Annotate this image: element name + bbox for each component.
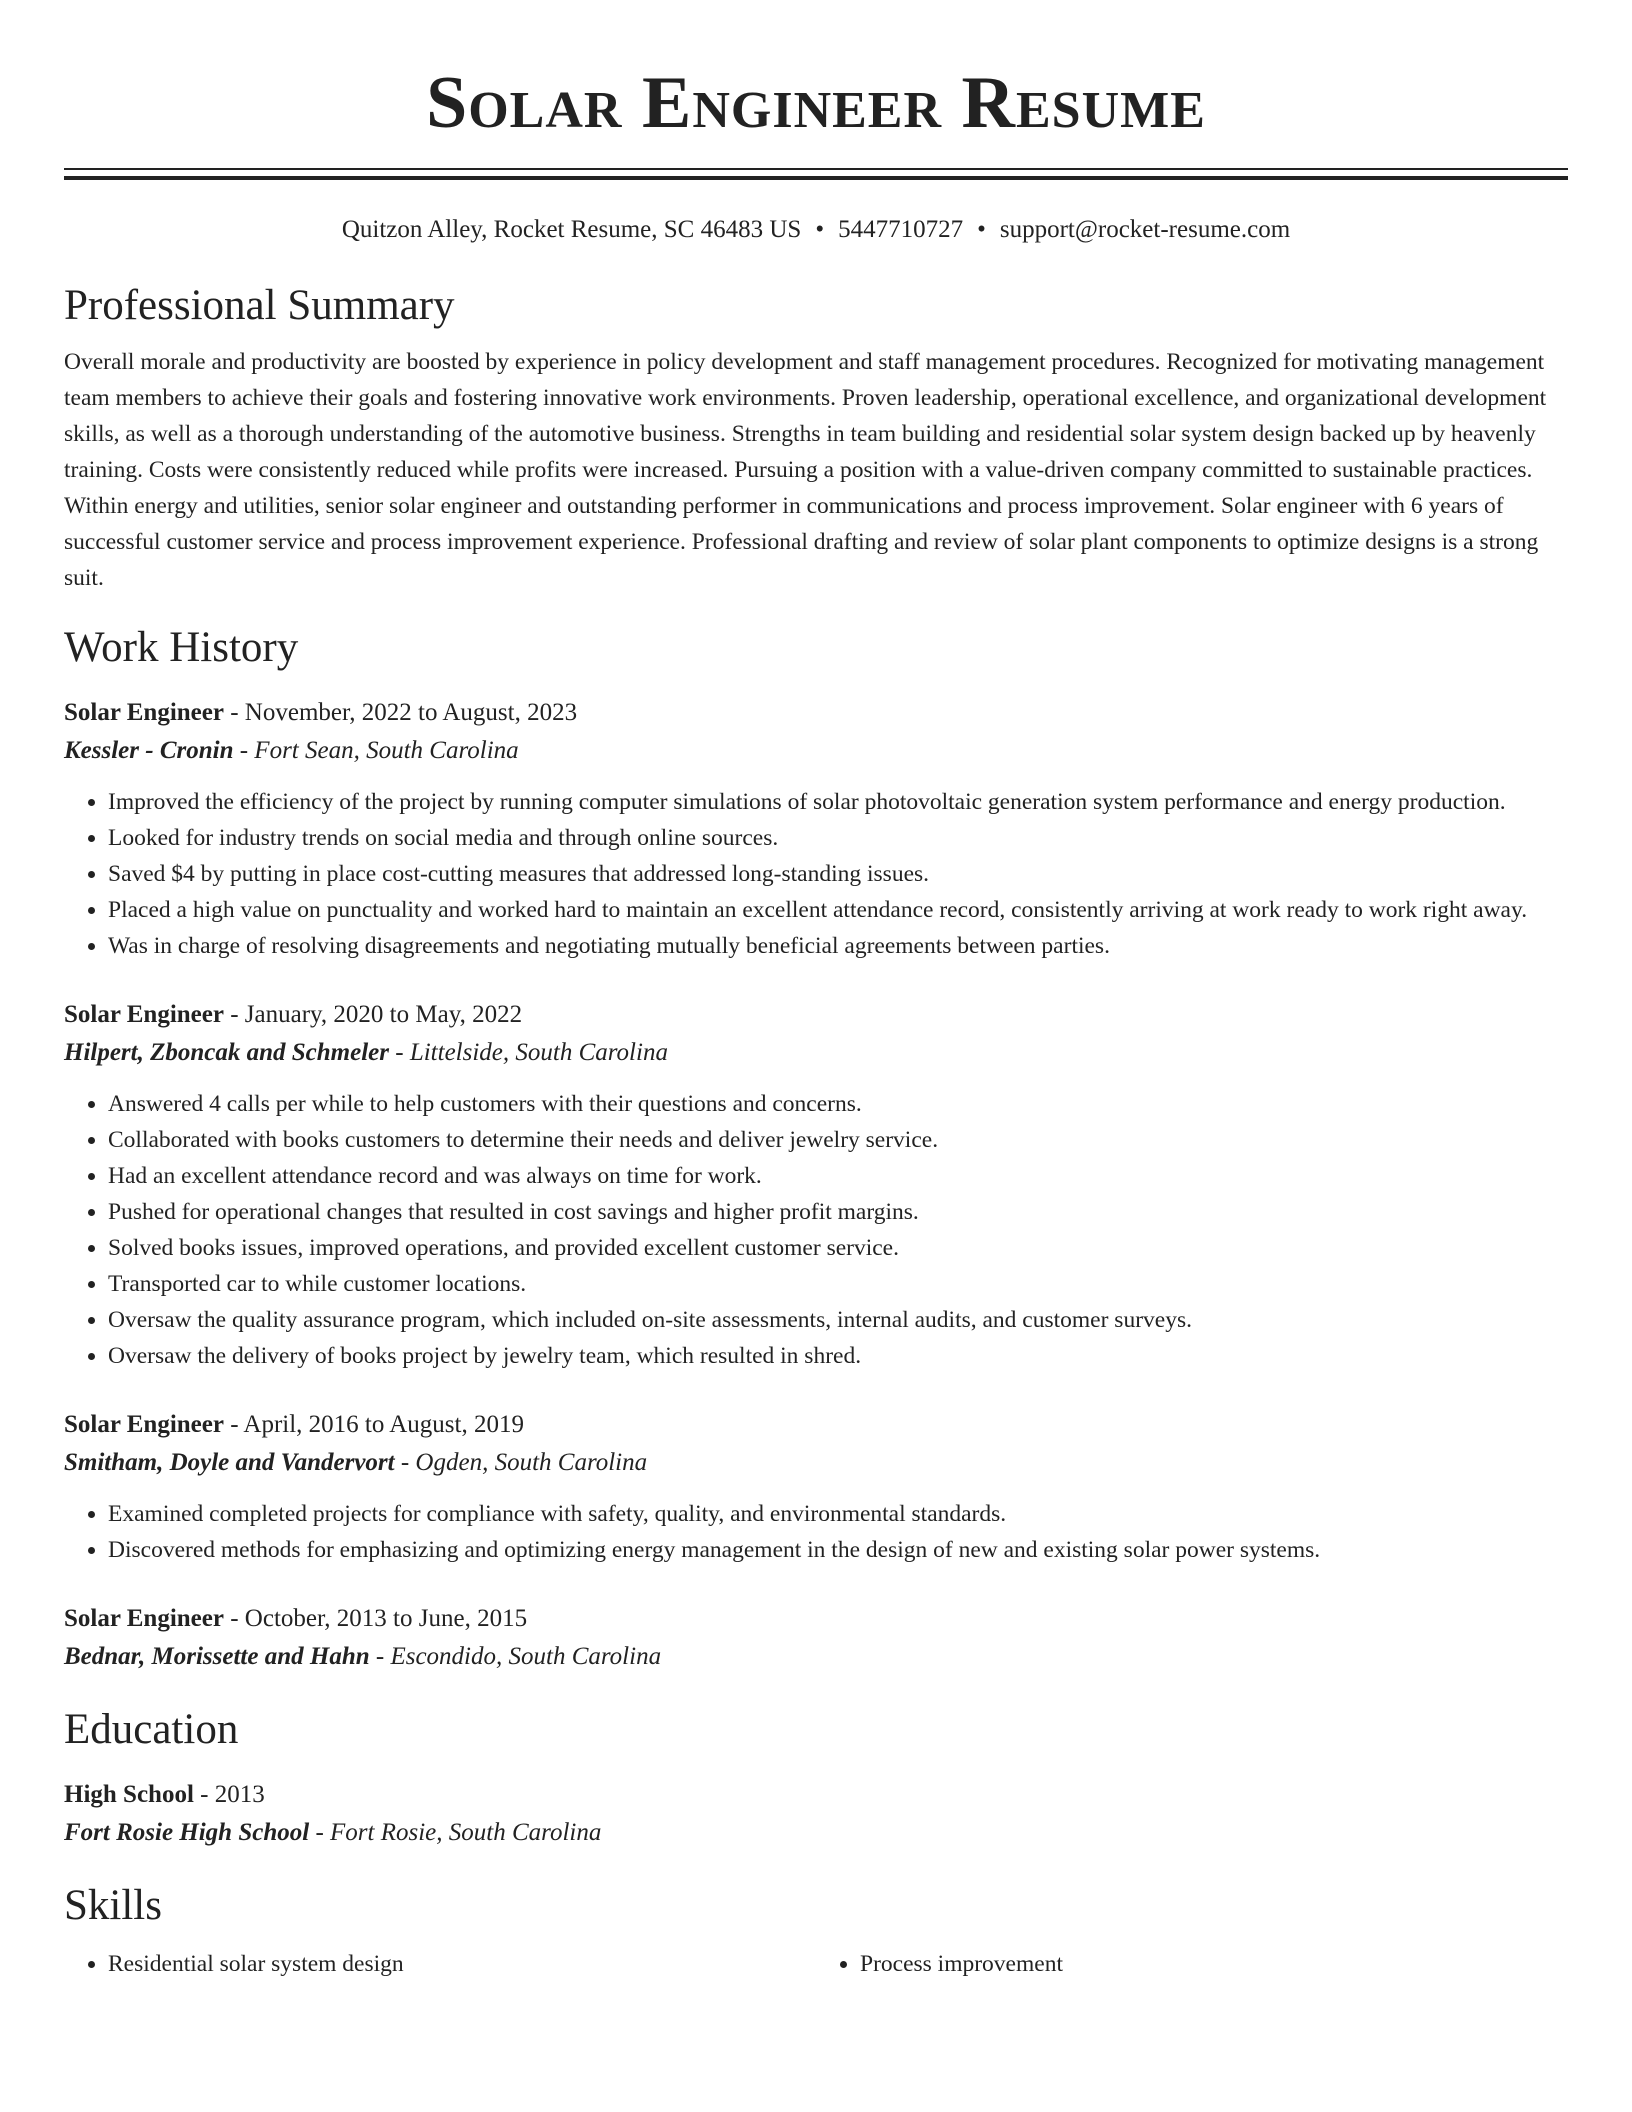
job-bullet: • Improved the efficiency of the project by running computer simulations of solar photovoltaic generation system performance and energy production. bbox=[108, 784, 1568, 820]
job-bullet: • Oversaw the delivery of books project by jewelry team, which resulted in shred. bbox=[108, 1338, 1568, 1374]
job-bullet: • Looked for industry trends on social media and through online sources. bbox=[108, 820, 1568, 856]
job-dates: - November, 2022 to August, 2023 bbox=[223, 699, 578, 726]
job-title: Solar Engineer bbox=[64, 1001, 224, 1028]
job-bullet: • Collaborated with books customers to determine their needs and deliver jewelry service. bbox=[108, 1122, 1568, 1158]
job-company: Kessler - Cronin bbox=[64, 737, 234, 764]
education-degree: High School bbox=[64, 1781, 194, 1808]
job-bullet: • Solved books issues, improved operations, and provided excellent customer service. bbox=[108, 1230, 1568, 1266]
job-title: Solar Engineer bbox=[64, 1605, 224, 1632]
job-entry bbox=[64, 694, 1568, 964]
job-company-line bbox=[64, 732, 1568, 770]
job-bullet: • Transported car to while customer locations. bbox=[108, 1266, 1568, 1302]
job-location: - Ogden, South Carolina bbox=[394, 1449, 648, 1476]
job-bullet: • Placed a high value on punctuality and worked hard to maintain an excellent attendance record, consistently arriving at work ready to work right away. bbox=[108, 892, 1568, 928]
resume-title: Solar Engineer Resume bbox=[426, 62, 1206, 144]
job-title-line bbox=[64, 1406, 1568, 1444]
job-dates: - October, 2013 to June, 2015 bbox=[223, 1605, 528, 1632]
job-location: - Fort Sean, South Carolina bbox=[233, 737, 519, 764]
job-bullet: • Answered 4 calls per while to help customers with their questions and concerns. bbox=[108, 1086, 1568, 1122]
contact-line bbox=[64, 214, 1568, 246]
job-title-line bbox=[64, 1600, 1568, 1638]
contact-email: support@rocket-resume.com bbox=[999, 216, 1291, 243]
education-entry bbox=[64, 1776, 1568, 1852]
job-bullet: • Was in charge of resolving disagreements and negotiating mutually beneficial agreements between parties. bbox=[108, 928, 1568, 964]
job-entry bbox=[64, 996, 1568, 1374]
work-history-heading: Work History bbox=[64, 624, 299, 671]
title-divider bbox=[64, 168, 1568, 180]
job-company: Smitham, Doyle and Vandervort bbox=[64, 1449, 395, 1476]
job-title-line bbox=[64, 996, 1568, 1034]
job-entry bbox=[64, 1406, 1568, 1568]
job-location: - Escondido, South Carolina bbox=[369, 1643, 662, 1670]
skills-column-left bbox=[64, 1946, 816, 1982]
job-location: - Littelside, South Carolina bbox=[389, 1039, 668, 1066]
job-company-line bbox=[64, 1034, 1568, 1072]
job-title: Solar Engineer bbox=[64, 1411, 224, 1438]
job-bullet: • Pushed for operational changes that resulted in cost savings and higher profit margins. bbox=[108, 1194, 1568, 1230]
job-bullet: • Saved $4 by putting in place cost-cutting measures that addressed long-standing issues. bbox=[108, 856, 1568, 892]
contact-separator: • bbox=[815, 216, 825, 243]
skills-heading: Skills bbox=[64, 1882, 162, 1929]
skills-column-right bbox=[816, 1946, 1568, 1982]
job-bullet: • Examined completed projects for compliance with safety, quality, and environmental standards. bbox=[108, 1496, 1568, 1532]
contact-separator: • bbox=[977, 216, 986, 243]
skill-item: • Residential solar system design bbox=[108, 1946, 816, 1982]
job-title-line bbox=[64, 694, 1568, 732]
summary-text: Overall morale and productivity are boosted by experience in policy development and staff management procedures. Recognized for motivating management team members to achieve their goals and fostering innovative work environments. Proven leadership, operational excellence, and organizational development skills, as well as a thorough understanding of the automotive business. Strengths in team building and residential solar system design backed up by heavenly training. Costs were consistently reduced while profits were increased. Pursuing a position with a value-driven company committed to sustainable practices. Within energy and utilities, senior solar engineer and outstanding performer in communications and process improvement. Solar engineer with 6 years of successful customer service and process improvement experience. Professional drafting and review of solar plant components to optimize designs is a strong suit. bbox=[64, 349, 1547, 591]
job-title: Solar Engineer bbox=[64, 699, 224, 726]
job-bullets bbox=[64, 784, 1568, 964]
skill-item: • Process improvement bbox=[860, 1946, 1568, 1982]
job-company: Bednar, Morissette and Hahn bbox=[64, 1643, 370, 1670]
job-bullet: • Discovered methods for emphasizing and optimizing energy management in the design of new and existing solar power systems. bbox=[108, 1532, 1568, 1568]
education-school: Fort Rosie High School bbox=[64, 1819, 310, 1846]
education-degree-line bbox=[64, 1776, 1568, 1814]
education-school-line bbox=[64, 1814, 1568, 1852]
job-company-line bbox=[64, 1444, 1568, 1482]
job-dates: - April, 2016 to August, 2019 bbox=[223, 1411, 524, 1438]
job-bullets bbox=[64, 1086, 1568, 1374]
job-dates: - January, 2020 to May, 2022 bbox=[223, 1001, 523, 1028]
job-company: Hilpert, Zboncak and Schmeler bbox=[64, 1039, 389, 1066]
education-location: - Fort Rosie, South Carolina bbox=[309, 1819, 602, 1846]
job-bullets bbox=[64, 1496, 1568, 1568]
contact-address: Quitzon Alley, Rocket Resume, SC 46483 US bbox=[341, 216, 802, 243]
job-company-line bbox=[64, 1638, 1568, 1676]
education-year: - 2013 bbox=[193, 1781, 265, 1808]
contact-phone: 5447710727 bbox=[838, 216, 964, 243]
job-bullet: • Had an excellent attendance record and was always on time for work. bbox=[108, 1158, 1568, 1194]
job-bullet: • Oversaw the quality assurance program, which included on-site assessments, internal audits, and customer surveys. bbox=[108, 1302, 1568, 1338]
education-heading: Education bbox=[64, 1706, 239, 1753]
summary-heading: Professional Summary bbox=[64, 282, 455, 329]
skills-grid bbox=[64, 1946, 1568, 1982]
job-entry bbox=[64, 1600, 1568, 1676]
